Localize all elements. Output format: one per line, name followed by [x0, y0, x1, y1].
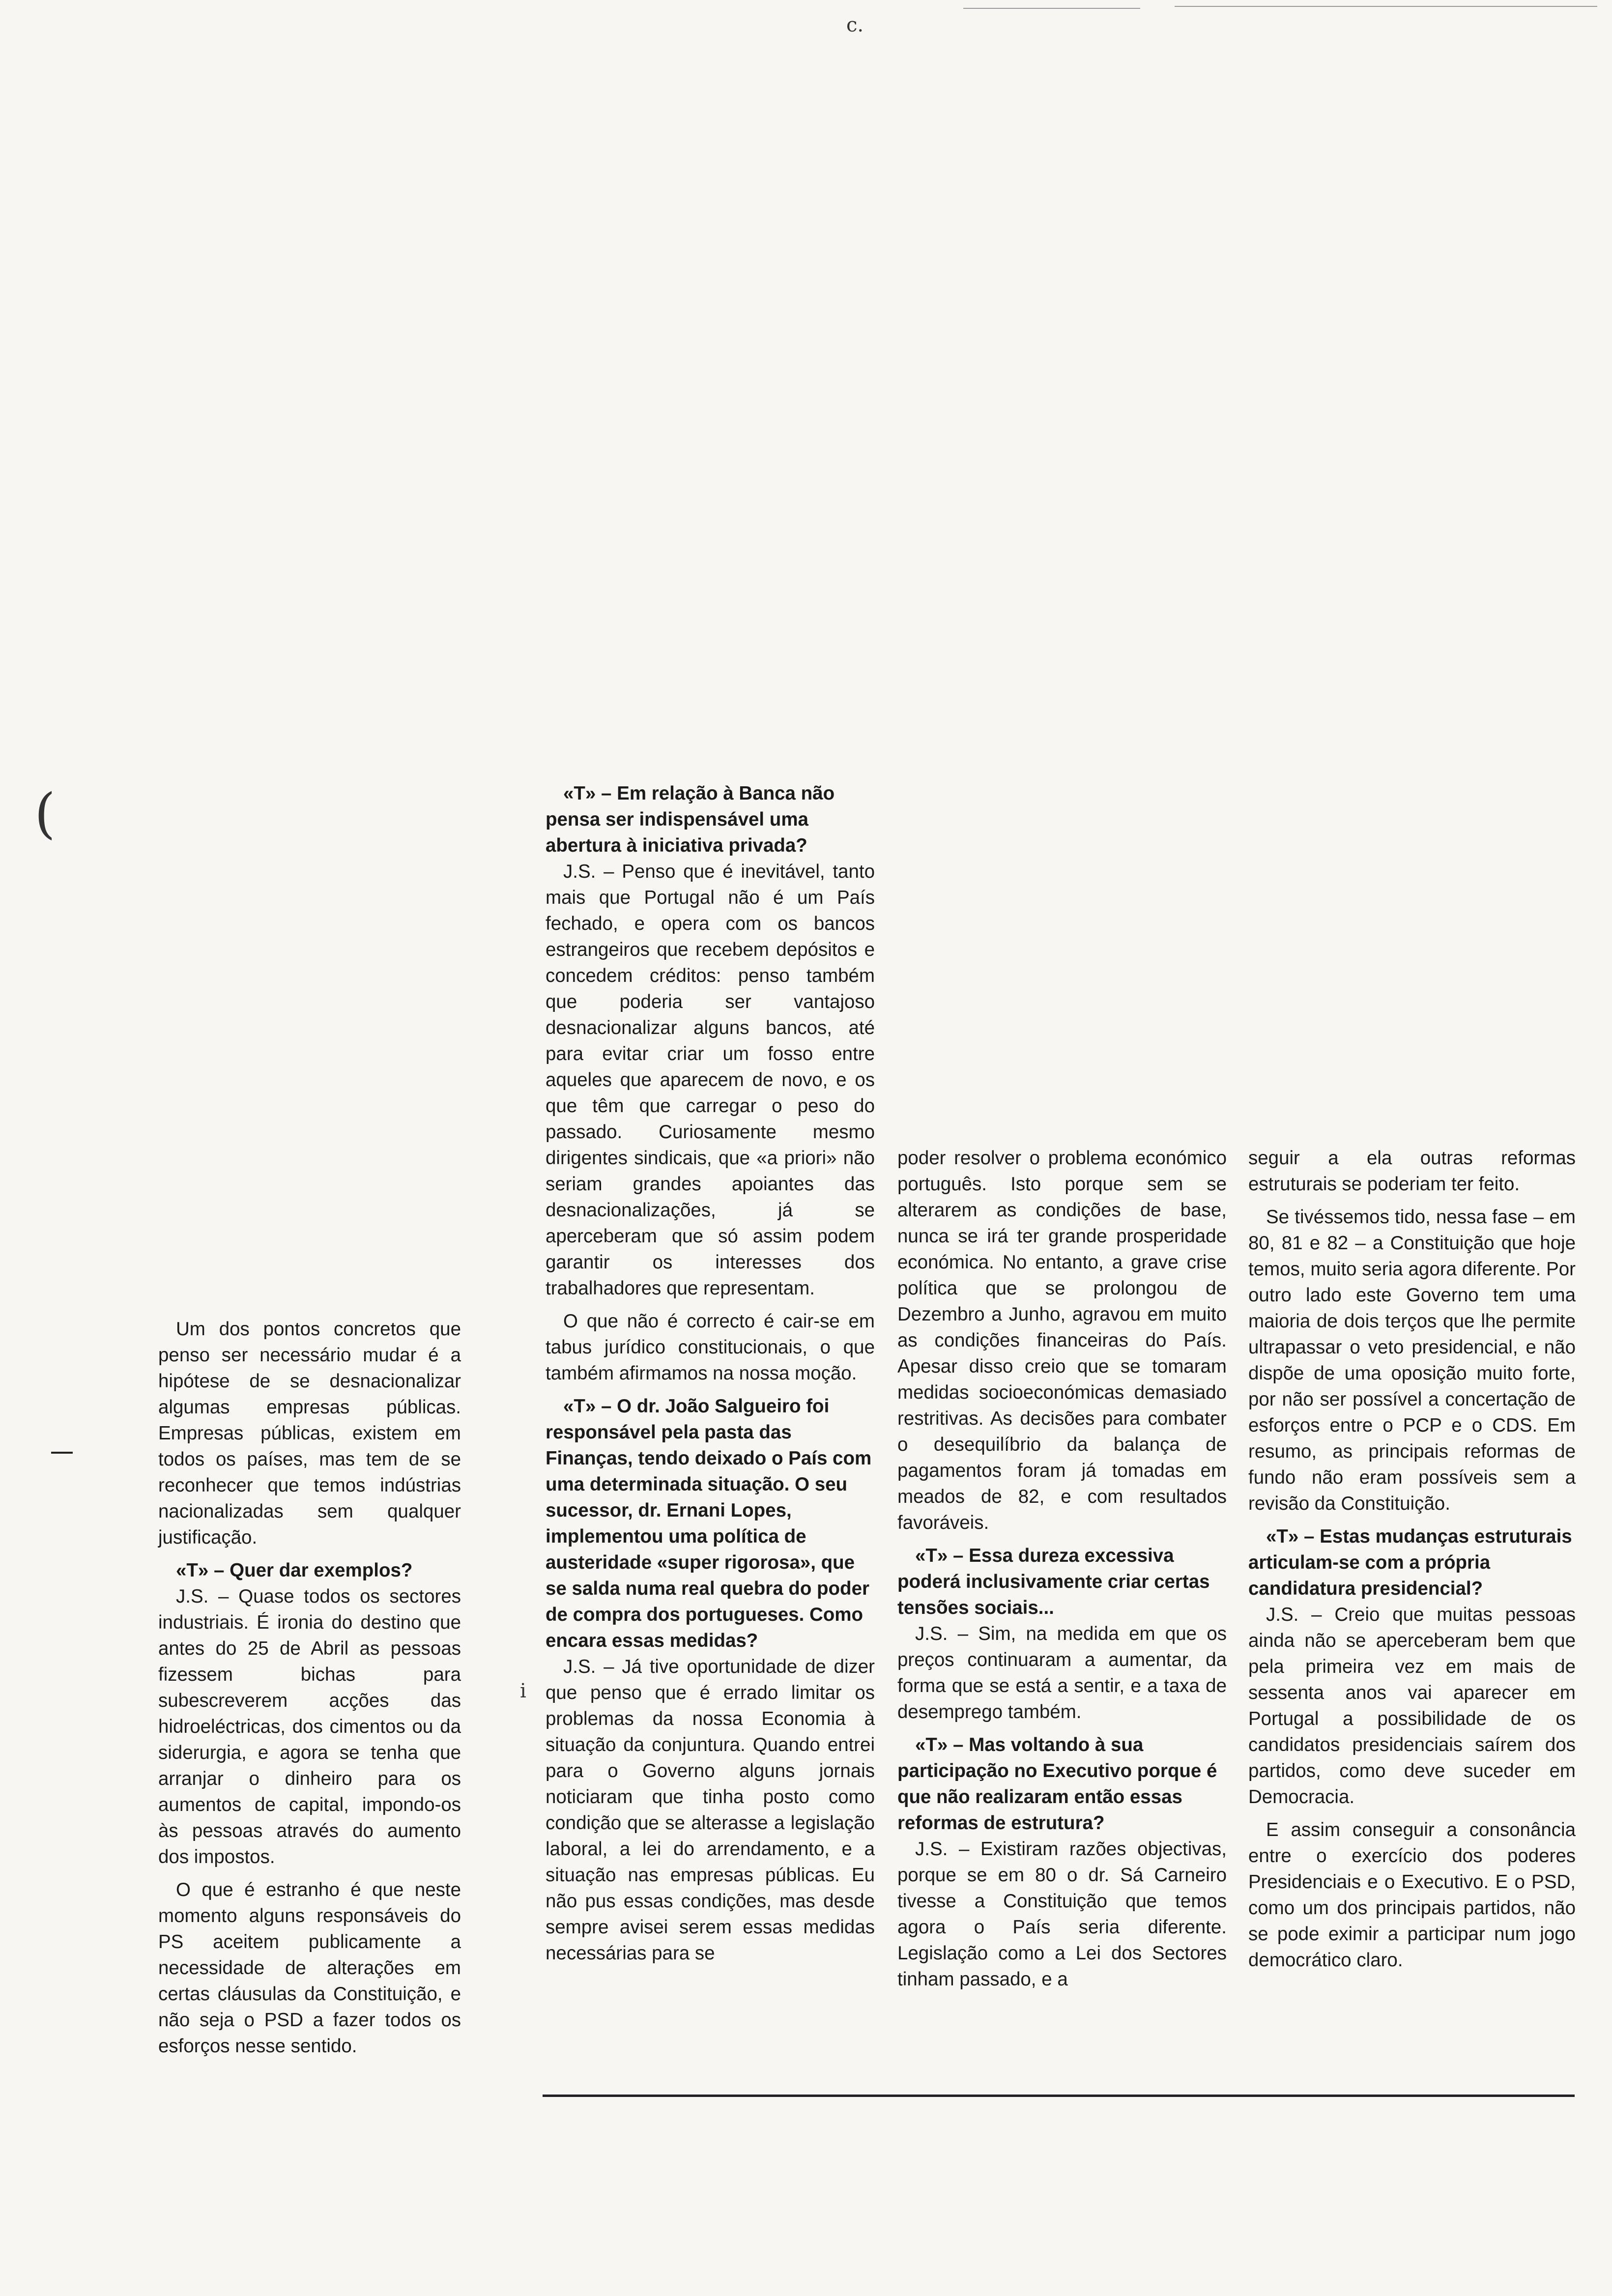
paragraph: poder resolver o problema económico português. Isto porque sem se alterarem as condições de base, nunca se irá ter grande prosperidade económica. No entanto, a grave crise política que se prolongou de Dezembro a Junho, agravou em muito as condições financeiras do País. Apesar disso creio que se tomaram medidas socioeconómicas demasiado restritivas. As decisões para combater o desequilíbrio da balança de pagamentos foram já tomadas em meados de 82, e com resultados favoráveis. [897, 1148, 1227, 1533]
scan-line-top [963, 8, 1140, 9]
interview-answer: J.S. – Existiram razões objectivas, porque se em 80 o dr. Sá Carneiro tivesse a Constituição que temos agora o País seria diferente. Legislação como a Lei dos Sectores tinham passado, e a [897, 1838, 1227, 1990]
column-3 [897, 1145, 1227, 1992]
paragraph: O que não é correcto é cair-se em tabus jurídico constitucionais, o que também afirmamos na nossa moção. [546, 1311, 875, 1384]
top-mark: c. [846, 14, 864, 36]
interview-answer: J.S. – Penso que é inevitável, tanto mais que Portugal não é um País fechado, e opera com os bancos estrangeiros que recebem depósitos e concedem créditos: penso também que poderia ser vantajoso desnacionalizar alguns bancos, até para evitar criar um fosso entre aqueles que aparecem de novo, e os que têm que carregar o peso do passado. Curiosamente mesmo dirigentes sindicais, que «a priori» não seriam grandes apoiantes das desnacionalizações, já se aperceberam que só assim podem garantir os interesses dos trabalhadores que representam. [546, 861, 875, 1299]
interview-answer: J.S. – Creio que muitas pessoas ainda não se aperceberam bem que pela primeira vez em mais de sessenta anos vai aparecer em Portugal a possibilidade de os candidatos presidenciais saírem dos partidos, como deve suceder em Democracia. [1248, 1604, 1576, 1808]
paragraph: Se tivéssemos tido, nessa fase – em 80, 81 e 82 – a Constituição que hoje temos, muito seria agora diferente. Por outro lado este Governo tem uma maioria de dois terços que lhe permite ultrapassar o veto presidencial, e não dispõe de uma oposição muito forte, por não ser possível a concertação de esforços entre o PCP e o CDS. Em resumo, as principais reformas de fundo não eram possíveis sem a revisão da Constituição. [1248, 1206, 1576, 1514]
interview-question: «T» – Mas voltando à sua participação no Executivo porque é que não realizaram então essas reformas de estrutura? [897, 1734, 1217, 1834]
interview-question: «T» – Estas mudanças estruturais articulam-se com a própria candidatura presidencial? [1248, 1526, 1572, 1599]
left-bracket-mark: ( [34, 782, 56, 845]
interview-answer: J.S. – Quase todos os sectores industriais. É ironia do destino que antes do 25 de Abril as pessoas fizessem bichas para subescreverem acções das hidroeléctricas, dos cimentos ou da siderurgia, e agora se tenha que arranjar o dinheiro para os aumentos de capital, impondo-os às pessoas através do aumento dos impostos. [158, 1586, 461, 1867]
paragraph: O que é estranho é que neste momento alguns responsáveis do PS aceitem publicamente a necessidade de alterações em certas cláusulas da Constituição, e não seja o PSD a fazer todos os esforços nesse sentido. [158, 1879, 461, 2057]
left-dash-mark [51, 1452, 73, 1454]
interview-question: «T» – Essa dureza excessiva poderá inclusivamente criar certas tensões sociais... [897, 1545, 1210, 1618]
interview-answer: J.S. – Já tive oportunidade de dizer que penso que é errado limitar os problemas da nossa Economia à situação da conjuntura. Quando entrei para o Governo alguns jornais noticiaram que tinha posto como condição que se alterasse a legislação laboral, a lei do arrendamento, e a situação nas empresas públicas. Eu não pus essas condições, mas desde sempre avisei serem essas medidas necessárias para se [546, 1656, 875, 1964]
interview-answer: J.S. – Sim, na medida em que os preços continuaram a aumentar, da forma que se está a sentir, e a taxa de desemprego também. [897, 1623, 1227, 1722]
interview-question: «T» – Quer dar exemplos? [176, 1560, 413, 1581]
paragraph: E assim conseguir a consonância entre o exercício dos poderes Presidenciais e o Executivo. E o PSD, como um dos principais partidos, não se pode eximir a participar num jogo democrático claro. [1248, 1819, 1576, 1971]
bottom-rule [543, 2095, 1575, 2097]
middle-bar-mark: i [520, 1680, 526, 1702]
paragraph: seguir a ela outras reformas estruturais se poderiam ter feito. [1248, 1148, 1576, 1195]
paragraph: Um dos pontos concretos que penso ser necessário mudar é a hipótese de se desnacionalizar algumas empresas públicas. Empresas públicas, existem em todos os países, mas tem de se reconhecer que temos indústrias nacionalizadas sem qualquer justificação. [158, 1319, 461, 1548]
interview-question: «T» – Em relação à Banca não pensa ser indispensável uma abertura à iniciativa privada? [546, 783, 835, 856]
scan-line-top-right [1175, 6, 1597, 7]
column-2 [546, 780, 875, 1966]
column-1 [158, 1316, 461, 2059]
interview-question: «T» – O dr. João Salgueiro foi responsável pela pasta das Finanças, tendo deixado o País com uma determinada situação. O seu sucessor, dr. Ernani Lopes, implementou uma política de austeridade «super rigorosa», que se salda numa real quebra do poder de compra dos portugueses. Como encara essas medidas? [546, 1396, 872, 1651]
column-4 [1248, 1145, 1576, 1973]
